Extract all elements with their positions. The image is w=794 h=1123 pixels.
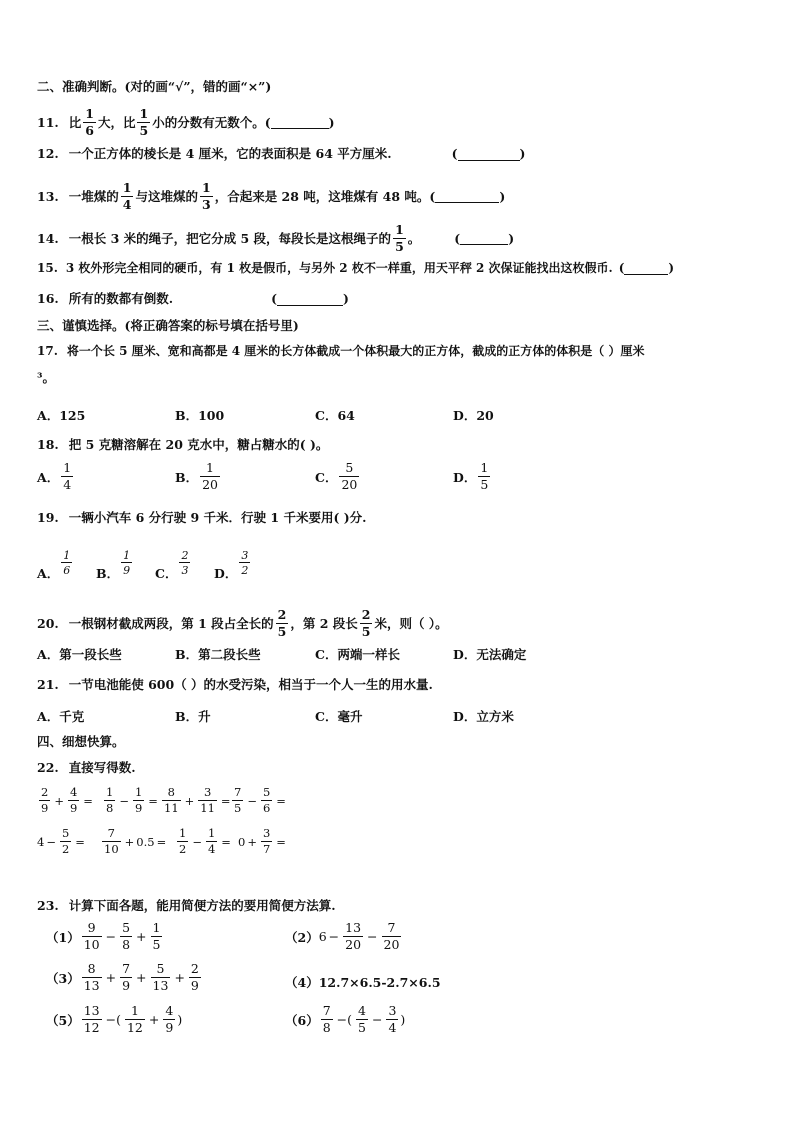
- fraction: [206, 828, 217, 855]
- numerator: 13: [83, 1003, 100, 1018]
- problem-label: （1）: [46, 929, 80, 945]
- fraction: [104, 787, 115, 814]
- equals-sign: =: [148, 793, 158, 808]
- problem-label: （6）: [285, 1012, 319, 1028]
- operator: +: [54, 793, 64, 808]
- option-d[interactable]: [453, 645, 526, 663]
- fraction: [82, 922, 102, 951]
- numerator: 1: [207, 826, 216, 840]
- equals-sign: =: [221, 834, 231, 849]
- denominator: 9: [122, 977, 131, 993]
- question-text: 计算下面各题，能用简便方法的要用简便方法算.: [68, 898, 336, 913]
- fraction: [239, 550, 250, 576]
- question-number: 16.: [37, 291, 59, 306]
- numerator: 1: [123, 549, 131, 562]
- question-number: 18.: [37, 437, 59, 452]
- numerator: 5: [262, 785, 271, 799]
- equals-sign: =: [276, 834, 286, 849]
- numerator: 2: [41, 785, 49, 799]
- numerator: 1: [480, 460, 489, 475]
- denominator: 13: [152, 977, 169, 993]
- denominator: 9: [134, 800, 143, 815]
- question-text: 与这堆煤的: [135, 188, 198, 204]
- option-a[interactable]: [37, 462, 75, 491]
- equals-sign: =: [83, 793, 93, 808]
- denominator: 5: [480, 476, 489, 492]
- section-title-text: 四、细想快算。: [37, 734, 125, 749]
- option-label: B．升: [175, 709, 211, 724]
- paren-open: (: [271, 291, 278, 306]
- fraction: [162, 787, 181, 814]
- question-text: 一堆煤的: [68, 188, 119, 204]
- fraction: [120, 922, 132, 951]
- numerator: 1: [201, 180, 211, 195]
- question-text: 米，则（ ）。: [374, 615, 448, 631]
- option-c[interactable]: [155, 544, 192, 582]
- denominator: 10: [104, 841, 119, 856]
- operator: −: [247, 793, 257, 808]
- denominator: 6: [85, 122, 94, 138]
- denominator: 5: [152, 936, 161, 952]
- operator: +: [184, 793, 195, 808]
- operator: −: [371, 1012, 383, 1027]
- fraction: [339, 462, 359, 491]
- operator: +: [136, 929, 147, 944]
- paren-close: ): [668, 261, 675, 275]
- fraction: [232, 787, 243, 814]
- question-text: 一根长 3 米的绳子，把它分成 5 段，每段长是这根绳子的: [68, 230, 392, 246]
- fraction: [137, 108, 150, 137]
- fraction: [200, 462, 220, 491]
- operator: −: [105, 929, 117, 944]
- numerator: 1: [179, 826, 187, 840]
- numerator: 7: [107, 826, 115, 840]
- denominator: 9: [165, 1019, 174, 1035]
- paren-open: (: [618, 261, 625, 275]
- expression-22-5: [37, 828, 87, 855]
- expression-22-6: [100, 828, 168, 855]
- option-label: B．: [175, 469, 199, 485]
- problem-23-1: [46, 922, 164, 951]
- option-a[interactable]: [37, 544, 74, 582]
- question-18: [37, 437, 328, 453]
- question-text: 将一个长 5 厘米、宽和高都是 4 厘米的长方体截成一个体积最大的正方体，截成的正方体的体积是（ ）厘米: [66, 344, 645, 358]
- fraction: [179, 550, 190, 576]
- numerator: 1: [395, 222, 404, 237]
- option-b[interactable]: [175, 645, 261, 663]
- numerator: 2: [361, 607, 371, 622]
- paren-close: ): [519, 146, 526, 161]
- option-c[interactable]: [315, 707, 362, 725]
- option-label: D．无法确定: [453, 647, 527, 662]
- denominator: 13: [83, 977, 100, 993]
- question-text: 小的分数有无数个。(: [152, 114, 271, 130]
- numerator: 4: [358, 1003, 366, 1018]
- numerator: 2: [190, 961, 199, 976]
- denominator: 12: [83, 1019, 100, 1035]
- expression-22-7: [175, 828, 233, 855]
- problem-label: （4）: [285, 975, 319, 990]
- fraction: [382, 922, 402, 951]
- question-text: 一根钢材截成两段，第 1 段占全长的: [68, 615, 274, 631]
- section-title-calc: [37, 734, 125, 750]
- operator: −(: [336, 1012, 353, 1027]
- numerator: 1: [63, 460, 72, 475]
- option-label: B．: [96, 566, 120, 581]
- option-c[interactable]: [315, 645, 400, 663]
- numerator: 7: [387, 920, 396, 935]
- whole-number: 6: [318, 929, 327, 944]
- numerator: 1: [106, 785, 114, 799]
- denominator: 10: [83, 936, 100, 952]
- fraction: [321, 1005, 333, 1034]
- fraction: [356, 1005, 368, 1034]
- operator: −(: [105, 1012, 121, 1027]
- numerator: 5: [345, 460, 354, 475]
- numerator: 3: [241, 549, 249, 562]
- denominator: 6: [262, 800, 271, 815]
- fraction: [261, 787, 272, 814]
- option-label: A．125: [37, 408, 86, 423]
- question-number: 17.: [37, 344, 58, 358]
- question-text: ，第 2 段长: [290, 615, 358, 631]
- numerator: 1: [139, 106, 149, 121]
- problem-label: （5）: [46, 1012, 80, 1028]
- section-title-choice: [37, 318, 299, 334]
- operator: −: [328, 929, 340, 944]
- question-17: [37, 343, 644, 359]
- question-20: [37, 609, 448, 638]
- answer-blank[interactable]: [435, 190, 499, 203]
- denominator: 9: [123, 564, 131, 577]
- option-c[interactable]: [315, 406, 355, 424]
- fraction: [343, 922, 363, 951]
- option-d[interactable]: [453, 707, 514, 725]
- question-15: [37, 260, 674, 276]
- problem-23-6: [285, 1005, 405, 1034]
- denominator: 2: [179, 841, 187, 856]
- operator: −: [119, 793, 129, 808]
- operator: +: [136, 970, 147, 985]
- expression-22-1: [37, 787, 95, 814]
- option-d[interactable]: [453, 462, 492, 491]
- paren-open: (: [451, 146, 458, 161]
- fraction: [177, 828, 188, 855]
- denominator: 7: [262, 841, 271, 856]
- whole-number: 4: [37, 834, 45, 849]
- fraction: [151, 963, 171, 992]
- question-number: 12.: [37, 146, 59, 161]
- fraction: [82, 963, 102, 992]
- question-21: [37, 677, 433, 693]
- numerator: 5: [61, 826, 70, 840]
- question-text: 。: [407, 230, 421, 246]
- numerator: 1: [152, 920, 161, 935]
- fraction: [121, 550, 132, 576]
- numerator: 7: [122, 961, 131, 976]
- option-label: D．立方米: [453, 709, 514, 724]
- question-text: 一个正方体的棱长是 4 厘米，它的表面积是 64 平方厘米.: [68, 146, 392, 161]
- option-label: C．: [315, 469, 338, 485]
- paren-close: ): [400, 1012, 406, 1027]
- problem-label: （2）: [285, 929, 319, 945]
- numerator: 3: [388, 1003, 397, 1018]
- numerator: 5: [156, 961, 165, 976]
- equals-sign: =: [156, 834, 167, 849]
- denominator: 4: [207, 841, 216, 856]
- denominator: 12: [126, 1019, 143, 1035]
- denominator: 5: [361, 623, 371, 639]
- paren-close: ): [343, 291, 349, 306]
- operator: −: [46, 834, 56, 849]
- denominator: 11: [200, 800, 215, 815]
- option-a[interactable]: [37, 645, 122, 663]
- denominator: 5: [395, 238, 404, 254]
- option-label: B．100: [175, 408, 225, 423]
- answer-blank[interactable]: [277, 293, 343, 306]
- equals-sign: =: [276, 793, 286, 808]
- fraction: [121, 182, 134, 211]
- paren-close: ): [177, 1012, 183, 1027]
- problem-23-4: [285, 973, 441, 991]
- problem-23-2: [285, 922, 403, 951]
- question-13: [37, 182, 505, 211]
- option-label: D．20: [453, 408, 494, 423]
- question-text: ³。: [37, 370, 55, 385]
- denominator: 4: [122, 196, 132, 212]
- operator: +: [124, 834, 135, 849]
- operator: +: [247, 834, 257, 849]
- denominator: 20: [202, 476, 218, 492]
- equals-sign: =: [220, 793, 231, 808]
- numerator: 3: [262, 826, 271, 840]
- denominator: 5: [139, 122, 149, 138]
- expression-22-3: [160, 787, 233, 814]
- section-title-judgement: [37, 79, 271, 95]
- question-16: [37, 291, 349, 307]
- answer-blank[interactable]: [460, 232, 508, 245]
- numerator: 4: [165, 1003, 174, 1018]
- problem-23-3: [46, 963, 203, 992]
- expression: 12.7×6.5-2.7×6.5: [318, 974, 441, 990]
- fraction: [393, 224, 406, 253]
- question-19: [37, 510, 367, 526]
- numerator: 2: [277, 607, 287, 622]
- question-number: 15.: [37, 261, 58, 275]
- fraction: [163, 1005, 175, 1034]
- expression-22-4: [230, 787, 288, 814]
- option-label: D．: [453, 469, 477, 485]
- answer-blank[interactable]: [624, 262, 668, 275]
- denominator: 4: [388, 1019, 397, 1035]
- question-14: [37, 224, 514, 253]
- question-23: [37, 898, 336, 914]
- question-text: ，合起来是 28 吨，这堆煤有 48 吨。(: [214, 188, 436, 204]
- option-label: C．: [155, 566, 178, 581]
- fraction: [68, 787, 79, 814]
- fraction: [198, 787, 217, 814]
- denominator: 20: [341, 476, 358, 492]
- option-label: D．: [214, 566, 238, 581]
- denominator: 9: [190, 977, 199, 993]
- expression-22-2: [102, 787, 160, 814]
- numerator: 5: [122, 920, 131, 935]
- question-number: 21.: [37, 677, 59, 692]
- question-11: [37, 108, 335, 137]
- answer-blank[interactable]: [271, 116, 329, 129]
- fraction: [189, 963, 201, 992]
- denominator: 2: [241, 564, 249, 577]
- numerator: 8: [87, 961, 96, 976]
- option-d[interactable]: [453, 406, 494, 424]
- decimal-number: 0.5: [136, 834, 155, 849]
- paren-close: ): [508, 230, 515, 246]
- section-title-text: 二、准确判断。(对的画“√”，错的画“×”): [37, 79, 272, 94]
- operator: −: [192, 834, 202, 849]
- option-a[interactable]: [37, 406, 85, 424]
- numerator: 1: [206, 460, 214, 475]
- answer-blank[interactable]: [458, 148, 520, 161]
- denominator: 4: [63, 476, 72, 492]
- denominator: 8: [122, 936, 131, 952]
- numerator: 2: [181, 549, 189, 562]
- option-c[interactable]: [315, 462, 361, 491]
- operator: +: [174, 970, 185, 985]
- denominator: 5: [358, 1019, 366, 1035]
- option-b[interactable]: [96, 544, 134, 582]
- fraction: [133, 787, 144, 814]
- denominator: 9: [69, 800, 78, 815]
- numerator: 1: [134, 785, 143, 799]
- option-label: A．: [37, 566, 60, 581]
- operator: −: [367, 929, 378, 944]
- question-number: 14.: [37, 230, 59, 246]
- denominator: 9: [41, 800, 49, 815]
- question-text: 比: [68, 114, 82, 130]
- option-label: B．第二段长些: [175, 647, 261, 662]
- fraction: [83, 108, 96, 137]
- fraction: [478, 462, 490, 491]
- fraction: [276, 609, 289, 638]
- fraction: [60, 828, 71, 855]
- fraction: [125, 1005, 145, 1034]
- numerator: 4: [69, 785, 78, 799]
- denominator: 2: [61, 841, 70, 856]
- numerator: 3: [203, 785, 212, 799]
- expression-22-8: [238, 828, 288, 855]
- numerator: 1: [130, 1003, 139, 1018]
- question-number: 13.: [37, 188, 59, 204]
- numerator: 1: [122, 180, 132, 195]
- question-12: [37, 146, 525, 162]
- numerator: 13: [345, 920, 362, 935]
- equals-sign: =: [75, 834, 85, 849]
- question-22: [37, 760, 136, 776]
- fraction: [360, 609, 373, 638]
- denominator: 8: [106, 800, 114, 815]
- fraction: [61, 462, 73, 491]
- option-a[interactable]: [37, 707, 84, 725]
- section-title-text: 三、谨慎选择。(将正确答案的标号填在括号里): [37, 318, 299, 333]
- question-number: 20.: [37, 615, 59, 631]
- question-number: 11.: [37, 114, 59, 130]
- paren-close: ): [328, 114, 335, 130]
- option-label: C．毫升: [315, 709, 363, 724]
- option-b[interactable]: [175, 406, 224, 424]
- denominator: 5: [277, 623, 287, 639]
- operator: +: [105, 970, 117, 985]
- fraction: [82, 1005, 102, 1034]
- fraction: [200, 182, 213, 211]
- numerator: 1: [63, 549, 71, 562]
- fraction: [261, 828, 272, 855]
- option-d[interactable]: [214, 544, 252, 582]
- paren-close: ): [499, 188, 506, 204]
- denominator: 8: [322, 1019, 331, 1035]
- question-text: 一节电池能使 600（ ）的水受污染，相当于一个人一生的用水量.: [68, 677, 433, 692]
- denominator: 3: [181, 564, 189, 577]
- operator: +: [148, 1012, 160, 1027]
- question-number: 19.: [37, 510, 59, 525]
- question-text: 3 枚外形完全相同的硬币，有 1 枚是假币，与另外 2 枚不一样重，用天平秤 2 次保证能找出这枚假币.: [65, 261, 613, 275]
- numerator: 9: [87, 920, 96, 935]
- denominator: 20: [345, 936, 362, 952]
- paren-open: (: [454, 230, 461, 246]
- option-label: C．两端一样长: [315, 647, 400, 662]
- option-label: A．千克: [37, 709, 85, 724]
- question-text: 把 5 克糖溶解在 20 克水中，糖占糖水的( )。: [68, 437, 329, 452]
- denominator: 11: [164, 800, 179, 815]
- option-label: C．64: [315, 408, 355, 423]
- numerator: 7: [234, 785, 242, 799]
- whole-number: 0: [238, 834, 246, 849]
- question-text: 所有的数都有倒数.: [68, 291, 174, 306]
- denominator: 20: [383, 936, 400, 952]
- numerator: 7: [322, 1003, 331, 1018]
- fraction: [102, 828, 121, 855]
- fraction: [120, 963, 132, 992]
- denominator: 5: [234, 800, 242, 815]
- fraction: [151, 922, 163, 951]
- denominator: 6: [63, 564, 71, 577]
- question-number: 23.: [37, 898, 59, 913]
- problem-23-5: [46, 1005, 182, 1034]
- question-17-continuation: [37, 370, 55, 386]
- fraction: [61, 550, 72, 576]
- question-number: 22.: [37, 760, 59, 775]
- fraction: [386, 1005, 398, 1034]
- question-text: 一辆小汽车 6 分行驶 9 千米．行驶 1 千米要用( )分.: [68, 510, 367, 525]
- question-text: 直接写得数.: [68, 760, 136, 775]
- numerator: 1: [85, 106, 94, 121]
- option-b[interactable]: [175, 707, 211, 725]
- option-label: A．: [37, 469, 60, 485]
- option-label: A．第一段长些: [37, 647, 122, 662]
- denominator: 3: [201, 196, 211, 212]
- problem-label: （3）: [46, 970, 80, 986]
- option-b[interactable]: [175, 462, 222, 491]
- numerator: 8: [167, 785, 175, 799]
- question-text: 大，比: [97, 114, 136, 130]
- fraction: [39, 787, 50, 814]
